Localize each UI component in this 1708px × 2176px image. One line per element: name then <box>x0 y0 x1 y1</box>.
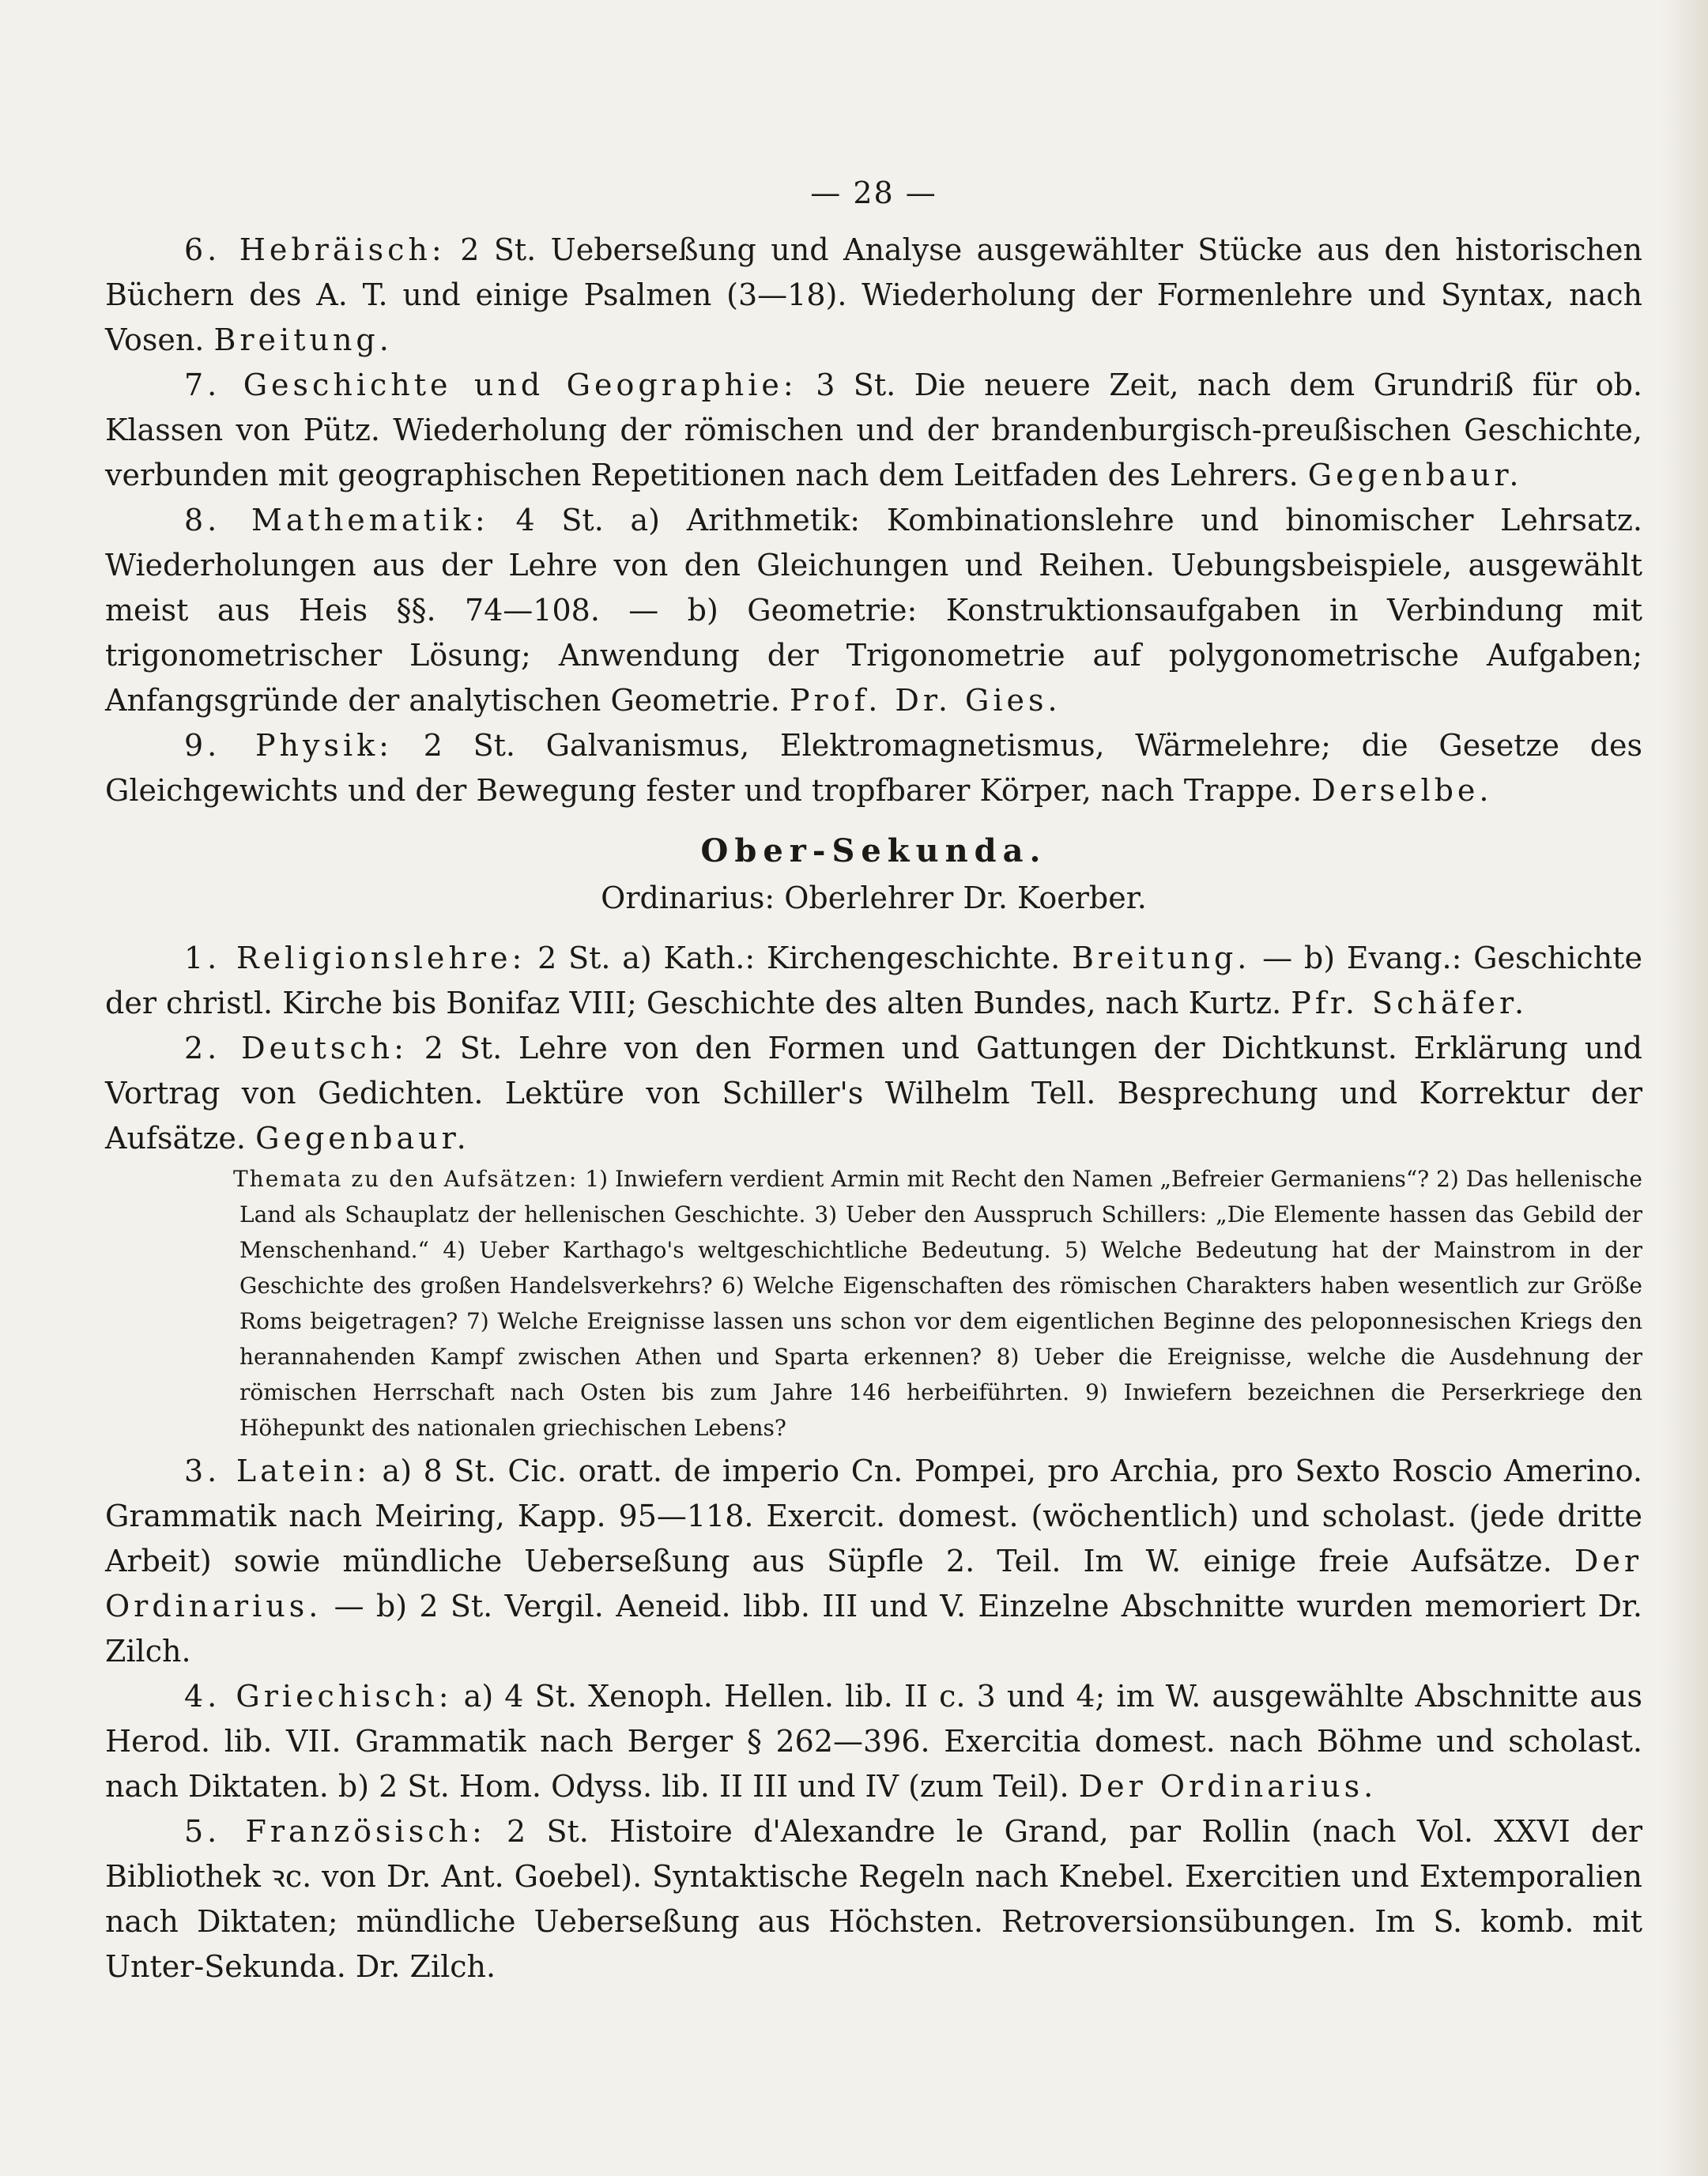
subject-heading: 9. Physik: <box>184 728 393 763</box>
paragraph-griechisch <box>105 1674 1642 1809</box>
teacher-name: Breitung. <box>1072 941 1251 975</box>
subject-heading: 2. Deutsch: <box>184 1031 408 1065</box>
teacher-name: Der Ordinarius. <box>105 1544 1642 1624</box>
teacher-name: Dr. Zilch. <box>355 1949 496 1984</box>
teacher-name: Der Ordinarius. <box>1078 1769 1378 1804</box>
section-title: Ober-Sekunda. <box>700 832 1047 869</box>
paragraph-text: 2 St. Histoire d'Alexandre le Grand, par Rollin (nach Vol. XXVI der Bibliothek ꝛc. von Dr. Ant. Goebel). Syntaktische Regeln nach Knebel. Exercitien und Extemporalien nach Diktaten; mündliche Ueberseßung aus Höchsten. Retroversionsübungen. Im S. komb. mit Unter-Sekunda. <box>105 1814 1642 1984</box>
page-edge-shadow <box>1661 0 1708 2176</box>
paragraph-deutsch <box>105 1026 1642 1161</box>
paragraph-latein <box>105 1449 1642 1674</box>
paragraph-text: 2 St. Lehre von den Formen und Gattungen der Dichtkunst. Erklärung und Vortrag von Gedichten. Lektüre von Schiller's Wilhelm Tell. Besprechung und Korrektur der Aufsätze. <box>105 1031 1642 1156</box>
teacher-name: Derselbe. <box>1311 773 1493 808</box>
paragraph-text: — b) Evang.: Geschichte der christl. Kirche bis Bonifaz VIII; Geschichte des alten Bundes, nach Kurtz. <box>105 941 1642 1020</box>
teacher-name: Pfr. Schäfer. <box>1291 986 1529 1020</box>
section-ordinarius: Ordinarius: Oberlehrer Dr. Koerber. <box>601 881 1147 915</box>
paragraph-text: 2 St. Ueberseßung und Analyse ausgewählter Stücke aus den historischen Büchern des A. T. und einige Psalmen (3—18). Wiederholung der Formenlehre und Syntax, nach Vosen. <box>105 232 1642 357</box>
paragraph-text: 3 St. Die neuere Zeit, nach dem Grundriß für ob. Klassen von Pütz. Wiederholung der römischen und der brandenburgisch-preußischen Geschichte, verbunden mit geographischen Repetitionen nach dem Leitfaden des Lehrers. <box>105 368 1642 492</box>
paragraph-text: 2 St. a) Kath.: Kirchengeschichte. <box>537 941 1061 975</box>
subject-heading: 3. Latein: <box>184 1454 371 1488</box>
paragraph-franzoesisch <box>105 1809 1642 1989</box>
paragraph-geschichte <box>105 363 1642 498</box>
teacher-name: Gegenbaur. <box>1307 458 1523 492</box>
subject-heading: 6. Hebräisch: <box>184 232 446 267</box>
page-number: — 28 — <box>810 175 937 210</box>
essay-topics <box>105 1161 1642 1446</box>
subject-heading: 7. Geschichte und Geographie: <box>184 368 797 402</box>
essay-topics-label: Themata zu den Aufsätzen: <box>233 1166 579 1192</box>
subject-heading: 1. Religionslehre: <box>184 941 526 975</box>
paragraph-text: 4 St. a) Arithmetik: Kombinationslehre und binomischer Lehrsatz. Wiederholungen aus der Lehre von den Gleichungen und Reihen. Uebungsbeispiele, ausgewählt meist aus Heis §§. 74—108. — b) Geometrie: Konstruktionsaufgaben in Verbindung mit trigonometrischer Lösung; Anwendung der Trigonometrie auf polygonometrische Aufgaben; Anfangsgründe der analytischen Geometrie. <box>105 503 1642 718</box>
page-content <box>105 175 1642 1989</box>
teacher-name: Dr. Zilch. <box>105 1589 1642 1669</box>
paragraph-hebraeisch <box>105 228 1642 363</box>
paragraph-text: 2 St. Galvanismus, Elektromagnetismus, Wärmelehre; die Gesetze des Gleichgewichts und der Bewegung fester und tropfbarer Körper, nach Trappe. <box>105 728 1642 808</box>
subject-heading: 8. Mathematik: <box>184 503 489 537</box>
paragraph-religion <box>105 936 1642 1026</box>
paragraph-text: — b) 2 St. Vergil. Aeneid. libb. III und V. Einzelne Abschnitte wurden memoriert <box>334 1589 1586 1624</box>
paragraph-text: a) 4 St. Xenoph. Hellen. lib. II c. 3 und 4; im W. ausgewählte Abschnitte aus Herod. lib. VII. Grammatik nach Berger § 262—396. Exercitia domest. nach Böhme und scholast. nach Diktaten. b) 2 St. Hom. Odyss. lib. II III und IV (zum Teil). <box>105 1679 1642 1804</box>
teacher-name: Prof. Dr. Gies. <box>789 683 1061 718</box>
paragraph-mathematik <box>105 498 1642 723</box>
subject-heading: 4. Griechisch: <box>184 1679 453 1714</box>
essay-topics-text: 1) Inwiefern verdient Armin mit Recht den Namen „Befreier Germaniens“? 2) Das hellenische Land als Schauplatz der hellenischen Geschichte. 3) Ueber den Ausspruch Schillers: „Die Elemente hassen das Gebild der Menschenhand.“ 4) Ueber Karthago's weltgeschichtliche Bedeutung. 5) Welche Bedeutung hat der Mainstrom in der Geschichte des großen Handelsverkehrs? 6) Welche Eigenschaften des römischen Charakters haben wesentlich zur Größe Roms beigetragen? 7) Welche Ereignisse lassen uns schon vor dem eigentlichen Beginne des peloponnesischen Kriegs den herannahenden Kampf zwischen Athen und Sparta erkennen? 8) Ueber die Ereignisse, welche die Ausdehnung der römischen Herrschaft nach Osten bis zum Jahre 146 herbeiführten. 9) Inwiefern bezeichnen die Perserkriege den Höhepunkt des nationalen griechischen Lebens? <box>239 1166 1642 1441</box>
paragraph-physik <box>105 723 1642 813</box>
teacher-name: Gegenbaur. <box>255 1121 470 1156</box>
subject-heading: 5. Französisch: <box>184 1814 486 1849</box>
teacher-name: Breitung. <box>213 322 393 357</box>
paragraph-text: a) 8 St. Cic. oratt. de imperio Cn. Pompei, pro Archia, pro Sexto Roscio Amerino. Grammatik nach Meiring, Kapp. 95—118. Exercit. domest. (wöchentlich) und scholast. (jede dritte Arbeit) sowie mündliche Ueberseßung aus Süpfle 2. Teil. Im W. einige freie Aufsätze. <box>105 1454 1642 1578</box>
